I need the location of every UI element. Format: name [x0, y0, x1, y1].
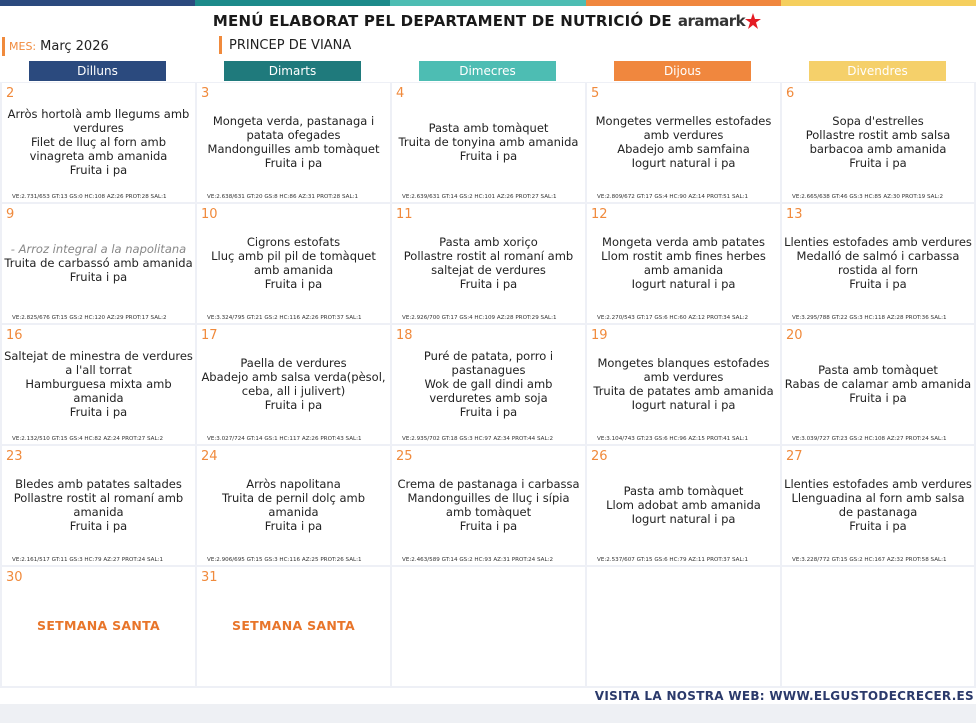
logo-text: aramark	[677, 12, 746, 30]
top-color-bar	[0, 0, 976, 6]
first-course: Paella de verdures	[240, 355, 347, 370]
day-number: 16	[6, 328, 23, 343]
first-course: Mongetes blanques estofades amb verdures	[597, 355, 770, 384]
menu-day-cell	[392, 446, 585, 565]
weekday-header-dilluns: Dilluns	[29, 61, 166, 81]
day-number: 17	[201, 328, 218, 343]
menu-day-cell	[782, 83, 974, 202]
second-course: Truita de pernil dolç amb amanida	[221, 490, 366, 519]
second-course: Abadejo amb samfaina	[617, 141, 750, 156]
first-course: Saltejat de minestra de verdures a l'all torrat	[4, 348, 193, 377]
aramark-logo	[678, 11, 763, 31]
second-course: Truita de tonyina amb amanida	[398, 134, 579, 149]
day-number: 11	[396, 207, 413, 222]
second-course: Rabas de calamar amb amanida	[784, 376, 972, 391]
top-bar-segment	[0, 0, 195, 6]
second-course: Llom adobat amb amanida	[606, 497, 761, 512]
dessert: Fruita i pa	[459, 276, 518, 291]
menu-items	[394, 456, 583, 553]
second-course: Medalló de salmó i carbassa rostida al forn	[796, 248, 960, 277]
menu-items	[199, 93, 388, 190]
menu-day-cell	[587, 446, 780, 565]
menu-day-cell	[392, 567, 585, 686]
menu-day-cell	[782, 204, 974, 323]
second-course: Filet de lluç al forn amb vinagreta amb amanida	[29, 134, 168, 163]
day-number: 31	[201, 570, 218, 585]
menu-items	[199, 214, 388, 311]
first-course: Mongeta verda amb patates	[602, 234, 765, 249]
first-course: Crema de pastanaga i carbassa	[397, 476, 580, 491]
holiday-container	[4, 577, 193, 674]
nutrition-info: VE:3.228/772 GT:15 GS:2 HC:167 AZ:32 PROT:58 SAL:1	[792, 557, 947, 563]
second-course: Truita de patates amb amanida	[593, 383, 774, 398]
second-course: Lluç amb pil pil de tomàquet amb amanida	[211, 248, 376, 277]
menu-day-cell	[782, 325, 974, 444]
menu-day-cell	[392, 83, 585, 202]
day-number: 13	[786, 207, 803, 222]
second-course: Mandonguilles de lluç i sípia amb tomàquet	[407, 490, 570, 519]
dessert: Fruita i pa	[849, 155, 907, 170]
footer-band	[0, 704, 976, 723]
nutrition-info: VE:2.731/653 GT:13 GS:0 HC:108 AZ:26 PROT:28 SAL:1	[12, 194, 167, 200]
menu-items	[4, 93, 193, 190]
nutrition-info: VE:3.104/743 GT:23 GS:6 HC:96 AZ:15 PROT:41 SAL:1	[597, 436, 749, 442]
second-course: Llenguadina al forn amb salsa de pastanaga	[791, 490, 965, 519]
second-course: Wok de gall dindi amb verduretes amb soja	[424, 376, 553, 405]
day-number: 27	[786, 449, 803, 464]
menu-day-cell	[2, 204, 195, 323]
first-course: Llenties estofades amb verdures	[784, 476, 972, 491]
day-number: 24	[201, 449, 218, 464]
menu-day-cell	[587, 204, 780, 323]
menu-day-cell	[392, 325, 585, 444]
footer	[0, 688, 976, 704]
menu-items	[589, 335, 778, 432]
menu-items	[199, 335, 388, 432]
menu-day-cell	[587, 83, 780, 202]
dessert: Fruita i pa	[69, 404, 128, 419]
month-field	[2, 37, 210, 56]
nutrition-info: VE:2.537/607 GT:15 GS:6 HC:79 AZ:11 PROT:37 SAL:1	[597, 557, 749, 563]
second-course: Abadejo amb salsa verda(pèsol, ceba, all i julivert)	[201, 369, 386, 398]
dessert: Fruita i pa	[459, 404, 518, 419]
weekday-header-dimecres: Dimecres	[419, 61, 556, 81]
top-bar-segment	[781, 0, 976, 6]
menu-day-cell	[782, 567, 974, 686]
dessert: Fruita i pa	[459, 518, 518, 533]
weekday-header-dijous: Dijous	[614, 61, 751, 81]
first-course: Bledes amb patates saltades	[15, 476, 182, 491]
day-number: 3	[201, 86, 210, 101]
day-number: 20	[786, 328, 803, 343]
second-course: Truita de carbassó amb amanida	[4, 255, 193, 270]
first-course: Llenties estofades amb verdures	[784, 234, 972, 249]
first-course: Pasta amb tomàquet	[623, 483, 744, 498]
menu-day-cell	[197, 567, 390, 686]
dessert: Iogurt natural i pa	[631, 276, 736, 291]
menu-day-cell	[587, 325, 780, 444]
second-course: Pollastre rostit al romaní amb amanida	[13, 490, 184, 519]
menu-items	[394, 214, 583, 311]
first-course: Sopa d'estrelles	[832, 113, 924, 128]
menu-items	[784, 93, 972, 190]
dessert: Fruita i pa	[69, 162, 128, 177]
second-course: Pollastre rostit amb salsa barbacoa amb amanida	[805, 127, 951, 156]
first-course: Arròs hortolà amb llegums amb verdures	[7, 106, 190, 135]
nutrition-info: VE:2.270/543 GT:17 GS:6 HC:60 AZ:12 PROT:34 SAL:2	[597, 315, 749, 321]
second-course: Llom rostit amb fines herbes amb amanida	[601, 248, 766, 277]
dessert: Fruita i pa	[264, 155, 323, 170]
weekday-headers	[0, 61, 976, 81]
logo-star-icon	[743, 11, 763, 31]
menu-items	[394, 335, 583, 432]
menu-items	[589, 214, 778, 311]
first-course: Pasta amb tomàquet	[818, 362, 938, 377]
dessert: Fruita i pa	[459, 148, 518, 163]
nutrition-info: VE:2.926/700 GT:17 GS:4 HC:109 AZ:28 PROT:29 SAL:1	[402, 315, 557, 321]
day-number: 19	[591, 328, 608, 343]
second-course: Hamburguesa mixta amb amanida	[25, 376, 172, 405]
holiday-label: SETMANA SANTA	[37, 617, 160, 633]
menu-items	[589, 456, 778, 553]
weekday-header-dimarts: Dimarts	[224, 61, 361, 81]
month-value: Març 2026	[40, 39, 109, 54]
day-number: 18	[396, 328, 413, 343]
menu-day-cell	[197, 204, 390, 323]
day-number: 10	[201, 207, 218, 222]
nutrition-info: VE:2.906/695 GT:15 GS:3 HC:116 AZ:25 PROT:26 SAL:1	[207, 557, 362, 563]
nutrition-info: VE:2.935/702 GT:18 GS:3 HC:97 AZ:34 PROT:44 SAL:2	[402, 436, 554, 442]
holiday-label: SETMANA SANTA	[232, 617, 355, 633]
first-course: Puré de patata, porro i pastanagues	[423, 348, 554, 377]
day-number: 2	[6, 86, 15, 101]
top-bar-segment	[390, 0, 585, 6]
page-title: MENÚ ELABORAT PEL DEPARTAMENT DE NUTRICIÓ DE	[212, 12, 672, 30]
menu-items	[4, 214, 193, 311]
day-number: 5	[591, 86, 600, 101]
menu-items	[784, 456, 972, 553]
menu-items	[784, 214, 972, 311]
weekday-header-divendres: Divendres	[809, 61, 946, 81]
menu-day-cell	[782, 446, 974, 565]
menu-day-cell	[2, 567, 195, 686]
day-number: 26	[591, 449, 608, 464]
day-number: 25	[396, 449, 413, 464]
website-link[interactable]: VISITA LA NOSTRA WEB: WWW.ELGUSTODECRECER.ES	[594, 689, 974, 703]
dessert: Fruita i pa	[69, 518, 128, 533]
menu-items	[4, 456, 193, 553]
dessert: Fruita i pa	[849, 390, 907, 405]
day-number: 9	[6, 207, 15, 222]
first-course: Pasta amb xoriço	[439, 234, 538, 249]
first-course: - Arroz integral a la napolitana	[10, 241, 187, 256]
month-label: MES:	[9, 40, 37, 53]
dessert: Iogurt natural i pa	[631, 155, 736, 170]
menu-day-cell	[392, 204, 585, 323]
menu-items	[589, 93, 778, 190]
second-course: Mandonguilles amb tomàquet	[207, 141, 380, 156]
nutrition-info: VE:2.161/517 GT:11 GS:3 HC:79 AZ:27 PROT:24 SAL:1	[12, 557, 164, 563]
day-number: 30	[6, 570, 23, 585]
menu-items	[4, 335, 193, 432]
nutrition-info: VE:2.665/638 GT:46 GS:3 HC:85 AZ:30 PROT:19 SAL:2	[792, 194, 944, 200]
first-course: Mongeta verda, pastanaga i patata ofegades	[212, 113, 375, 142]
nutrition-info: VE:3.039/727 GT:23 GS:2 HC:108 AZ:27 PROT:24 SAL:1	[792, 436, 947, 442]
first-course: Cigrons estofats	[246, 234, 341, 249]
top-bar-segment	[586, 0, 781, 6]
nutrition-info: VE:2.825/676 GT:15 GS:2 HC:120 AZ:29 PROT:17 SAL:2	[12, 315, 167, 321]
nutrition-info: VE:2.809/672 GT:17 GS:4 HC:90 AZ:14 PROT:51 SAL:1	[597, 194, 749, 200]
menu-items	[394, 93, 583, 190]
menu-day-cell	[587, 567, 780, 686]
dessert: Fruita i pa	[264, 518, 323, 533]
dessert: Fruita i pa	[264, 397, 323, 412]
menu-calendar-grid	[0, 82, 976, 688]
day-number: 4	[396, 86, 405, 101]
nutrition-info: VE:2.638/631 GT:20 GS:8 HC:86 AZ:31 PROT:28 SAL:1	[207, 194, 359, 200]
first-course: Pasta amb tomàquet	[428, 120, 549, 135]
nutrition-info: VE:2.463/589 GT:14 GS:2 HC:93 AZ:31 PROT:24 SAL:2	[402, 557, 554, 563]
second-course: Pollastre rostit al romaní amb saltejat de verdures	[403, 248, 574, 277]
nutrition-info: VE:3.324/795 GT:21 GS:2 HC:116 AZ:26 PROT:37 SAL:1	[207, 315, 362, 321]
holiday-container	[199, 577, 388, 674]
day-number: 12	[591, 207, 608, 222]
menu-items	[784, 335, 972, 432]
dessert: Iogurt natural i pa	[631, 511, 736, 526]
dessert: Fruita i pa	[264, 276, 323, 291]
page-title-row	[0, 8, 976, 34]
nutrition-info: VE:2.639/631 GT:14 GS:2 HC:101 AZ:26 PROT:27 SAL:1	[402, 194, 557, 200]
menu-day-cell	[2, 83, 195, 202]
dessert: Fruita i pa	[849, 276, 907, 291]
dessert: Fruita i pa	[69, 269, 128, 284]
first-course: Mongetes vermelles estofades amb verdures	[595, 113, 772, 142]
day-number: 23	[6, 449, 23, 464]
nutrition-info: VE:3.295/788 GT:22 GS:3 HC:118 AZ:28 PROT:36 SAL:1	[792, 315, 947, 321]
menu-items	[199, 456, 388, 553]
dessert: Fruita i pa	[849, 518, 907, 533]
first-course: Arròs napolitana	[246, 476, 341, 491]
menu-day-cell	[2, 446, 195, 565]
menu-day-cell	[197, 325, 390, 444]
menu-day-cell	[197, 446, 390, 565]
nutrition-info: VE:2.132/510 GT:15 GS:4 HC:82 AZ:24 PROT:27 SAL:2	[12, 436, 164, 442]
menu-day-cell	[2, 325, 195, 444]
top-bar-segment	[195, 0, 390, 6]
day-number: 6	[786, 86, 795, 101]
nutrition-info: VE:3.027/724 GT:14 GS:1 HC:117 AZ:26 PROT:43 SAL:1	[207, 436, 362, 442]
dessert: Iogurt natural i pa	[631, 397, 736, 412]
school-name: PRINCEP DE VIANA	[219, 36, 975, 54]
menu-day-cell	[197, 83, 390, 202]
